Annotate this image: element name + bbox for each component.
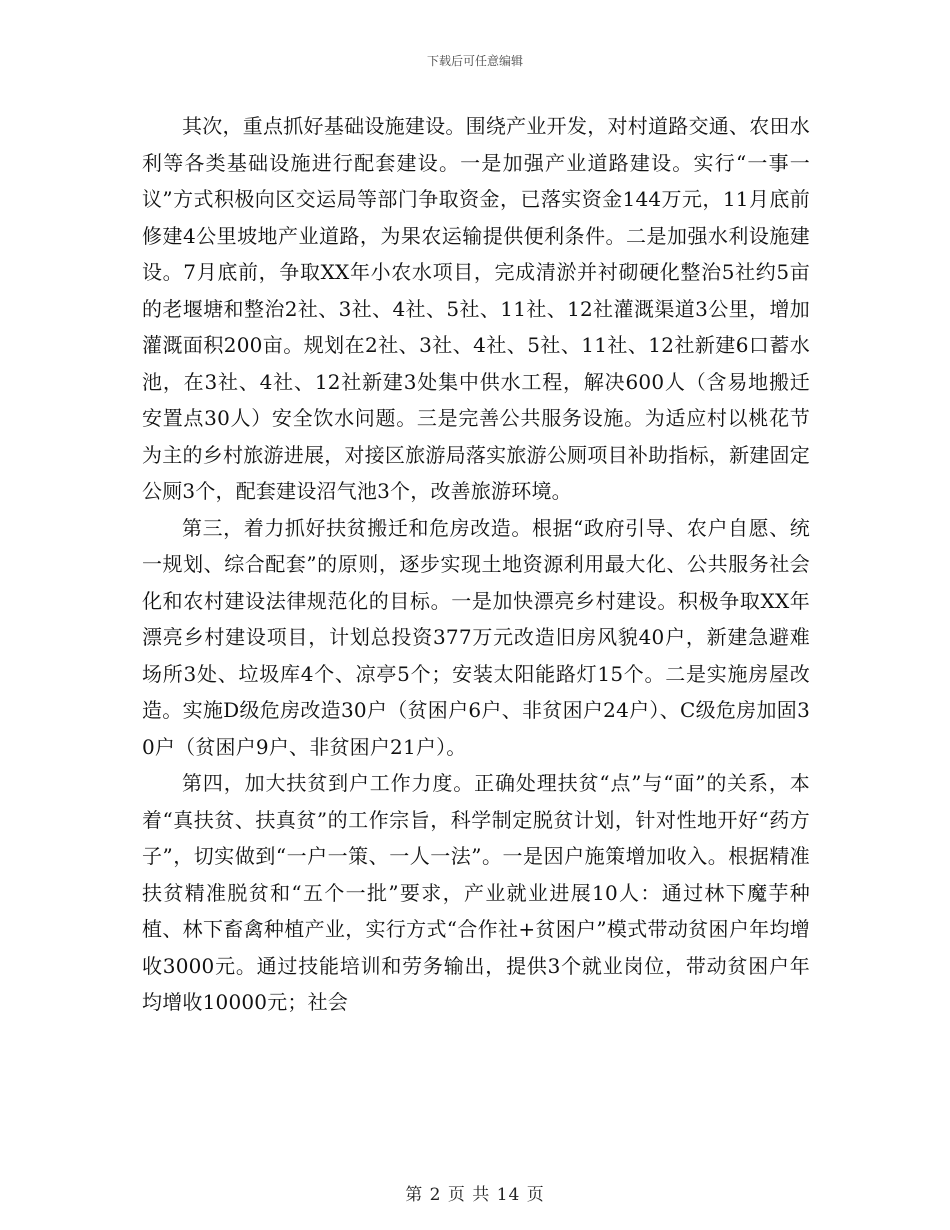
document-body [142, 108, 810, 1021]
paragraph-household-aid: 第四，加大扶贫到户工作力度。正确处理扶贫“点”与“面”的关系，本着“真扶贫、扶真贫”的工作宗旨，科学制定脱贫计划，针对性地开好“药方子”，切实做到“一户一策、一人一法”。一是因户施策增加收入。根据精准扶贫精准脱贫和“五个一批”要求，产业就业进展10人：通过林下魔芋种植、林下畜禽种植产业，实行方式“合作社+贫困户”模式带动贫困户年均增收3000元。通过技能培训和劳务输出，提供3个就业岗位，带动贫困户年均增收10000元；社会 [142, 771, 810, 1014]
paragraph-relocation: 第三，着力抓好扶贫搬迁和危房改造。根据“政府引导、农户自愿、统一规划、综合配套”的原则，逐步实现土地资源利用最大化、公共服务社会化和农村建设法律规范化的目标。一是加快漂亮乡村建设。积极争取XX年漂亮乡村建设项目，计划总投资377万元改造旧房风貌40户，新建急避难场所3处、垃圾库4个、凉亭5个；安装太阳能路灯15个。二是实施房屋改造。实施D级危房改造30户（贫困户6户、非贫困户24户）、C级危房加固30户（贫困户9户、非贫困户21户）。 [142, 515, 810, 759]
paragraph-infrastructure: 其次，重点抓好基础设施建设。围绕产业开发，对村道路交通、农田水利等各类基础设施进行配套建设。一是加强产业道路建设。实行“一事一议”方式积极向区交运局等部门争取资金，已落实资金144万元，11月底前修建4公里坡地产业道路，为果农运输提供便利条件。二是加强水利设施建设。7月底前，争取XX年小农水项目，完成清淤并衬砌硬化整治5社约5亩的老堰塘和整治2社、3社、4社、5社、11社、12社灌溉渠道3公里，增加灌溉面积200亩。规划在2社、3社、4社、5社、11社、12社新建6口蓄水池，在3社、4社、12社新建3处集中供水工程，解决600人（含易地搬迁安置点30人）安全饮水问题。三是完善公共服务设施。为适应村以桃花节为主的乡村旅游进展，对接区旅游局落实旅游公厕项目补助指标，新建固定公厕3个，配套建设沼气池3个，改善旅游环境。 [142, 114, 810, 503]
page-footer-number: 第 2 页 共 14 页 [405, 1185, 545, 1205]
page-header-note: 下载后可任意编辑 [426, 54, 523, 68]
